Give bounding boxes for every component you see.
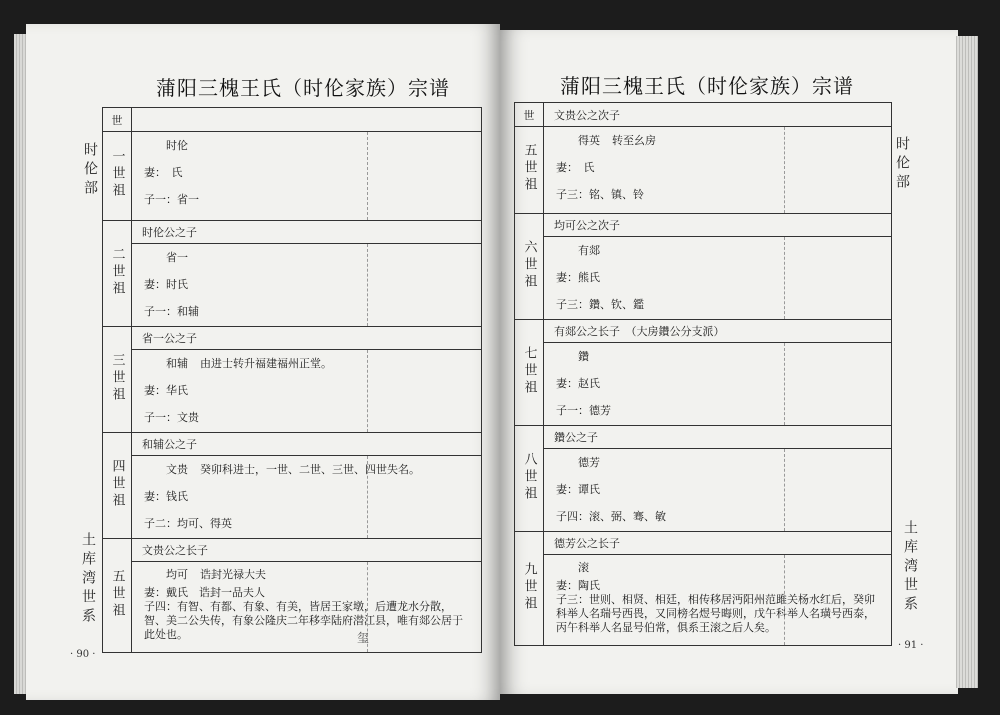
entry-parent: 有郯公之长子 （大房鑽公分支派） <box>544 320 892 343</box>
entry-body <box>132 132 482 221</box>
table-row <box>103 539 482 562</box>
entry-wife: 妻：陶氏 <box>556 579 600 592</box>
entry-sons: 子四：滚、弼、骞、敏 <box>556 510 666 523</box>
entry-name: 滚 <box>578 561 589 574</box>
entry-name: 均可 <box>166 568 188 581</box>
entry-parent: 省一公之子 <box>132 327 482 350</box>
entry-parent: 和辅公之子 <box>132 433 482 456</box>
entry-name: 德芳 <box>578 456 600 469</box>
entry-sons: 子四：有智、有都、有象、有美，皆居王家墩，后遭龙水分散，智、美二公失传，有象公隆庆二年移孪陆府潜江县，唯有郯公居于此处也。 <box>144 600 463 641</box>
generation-label: 八世祖 <box>521 451 537 503</box>
left-page <box>26 24 500 700</box>
entry-body <box>132 456 482 539</box>
genealogy-table <box>514 102 892 646</box>
entry-wife: 妻：时氏 <box>144 278 188 291</box>
generation-cell <box>515 532 544 646</box>
generation-label: 一世祖 <box>109 149 125 200</box>
page-number: · 90 · <box>70 649 96 660</box>
page-stack-right <box>956 36 978 688</box>
genealogy-table <box>102 107 482 653</box>
table-row <box>103 132 482 221</box>
generation-label: 九世祖 <box>521 561 537 613</box>
header-blank-cell <box>132 108 482 132</box>
header-parent-cell: 文贵公之次子 <box>544 103 892 127</box>
generation-cell <box>515 320 544 426</box>
generation-label: 三世祖 <box>109 352 125 404</box>
entry-sons: 子一：文贵 <box>144 411 199 424</box>
generation-label: 七世祖 <box>521 345 537 397</box>
page-title: 蒲阳三槐王氏（时伦家族）宗谱 <box>156 76 450 100</box>
entry-sons: 子一：省一 <box>144 193 199 206</box>
entry-wife: 妻：华氏 <box>144 384 188 397</box>
entry-note: 癸卯科进士，一世、二世、三世、四世失名。 <box>200 463 420 476</box>
entry-note: 转至幺房 <box>612 134 656 147</box>
table-row <box>515 532 892 555</box>
generation-cell <box>103 539 132 653</box>
page-number: · 91 · <box>898 640 924 651</box>
generation-label: 六世祖 <box>521 239 537 291</box>
table-row <box>103 433 482 456</box>
generation-cell <box>103 221 132 327</box>
generation-cell <box>515 426 544 532</box>
entry-body <box>544 343 892 426</box>
entry-note: 诰封光禄大夫 <box>200 568 266 581</box>
entry-body <box>544 237 892 320</box>
generation-cell <box>103 433 132 539</box>
table-row <box>515 320 892 343</box>
page-title: 蒲阳三槐王氏（时伦家族）宗谱 <box>560 74 854 98</box>
entry-wife: 妻：熊氏 <box>556 271 600 284</box>
side-label-bottom: 土库湾世系 <box>902 520 918 615</box>
entry-wife: 妻：钱氏 <box>144 490 188 503</box>
entry-body <box>544 127 892 214</box>
seal-mark: 玺 <box>357 631 370 645</box>
entry-wife: 妻：戴氏 诰封一品夫人 <box>144 586 265 599</box>
entry-body <box>132 350 482 433</box>
entry-sons: 子三：铭、镇、铃 <box>556 188 644 201</box>
generation-cell <box>103 327 132 433</box>
entry-sons: 子二：均可、得英 <box>144 517 232 530</box>
entry-name: 文贵 <box>166 463 188 476</box>
entry-body <box>132 562 482 653</box>
table-row <box>515 426 892 449</box>
entry-parent: 文贵公之长子 <box>132 539 482 562</box>
entry-body <box>544 555 892 646</box>
table-row <box>103 327 482 350</box>
entry-sons: 子一：德芳 <box>556 404 611 417</box>
entry-wife: 妻：赵氏 <box>556 377 600 390</box>
entry-name: 省一 <box>166 251 188 264</box>
entry-body <box>544 449 892 532</box>
generation-cell <box>515 214 544 320</box>
entry-parent: 鑽公之子 <box>544 426 892 449</box>
entry-sons: 子三：鑽、钦、鑑 <box>556 298 644 311</box>
entry-parent: 均可公之次子 <box>544 214 892 237</box>
entry-note: 由进士转升福建福州正堂。 <box>200 357 332 370</box>
entry-name: 和辅 <box>166 357 188 370</box>
side-label-top: 时伦部 <box>82 142 98 199</box>
generation-label: 四世祖 <box>109 458 125 510</box>
entry-wife: 妻： 氏 <box>556 161 595 174</box>
table-row <box>103 221 482 244</box>
entry-sons: 子一：和辅 <box>144 305 199 318</box>
entry-body <box>132 244 482 327</box>
entry-sons: 子三：世则、相贤、相廷，相传移居沔阳州范雎关杨水红后，癸卯科举人名瑞号西畏，又同榜名煜号晦则，戊午科举人名璜号西泰，丙午科举人名显号伯常，俱系王滚之后人矣。 <box>556 593 875 634</box>
entry-name: 有郯 <box>578 244 600 257</box>
entry-name: 鑽 <box>578 350 589 363</box>
header-gen-cell: 世 <box>103 108 132 132</box>
header-gen-cell: 世 <box>515 103 544 127</box>
side-label-top: 时伦部 <box>894 136 910 193</box>
generation-label: 五世祖 <box>109 568 125 620</box>
entry-wife: 妻：谭氏 <box>556 483 600 496</box>
table-row <box>515 214 892 237</box>
generation-cell <box>515 127 544 214</box>
entry-parent: 时伦公之子 <box>132 221 482 244</box>
generation-label: 五世祖 <box>521 143 537 194</box>
side-label-bottom: 土库湾世系 <box>80 532 96 627</box>
generation-cell <box>103 132 132 221</box>
entry-name: 得英 <box>578 134 600 147</box>
entry-parent: 德芳公之长子 <box>544 532 892 555</box>
entry-name: 时伦 <box>166 139 188 152</box>
right-page <box>500 30 958 694</box>
generation-label: 二世祖 <box>109 246 125 298</box>
table-row <box>515 127 892 214</box>
entry-wife: 妻： 氏 <box>144 166 183 179</box>
